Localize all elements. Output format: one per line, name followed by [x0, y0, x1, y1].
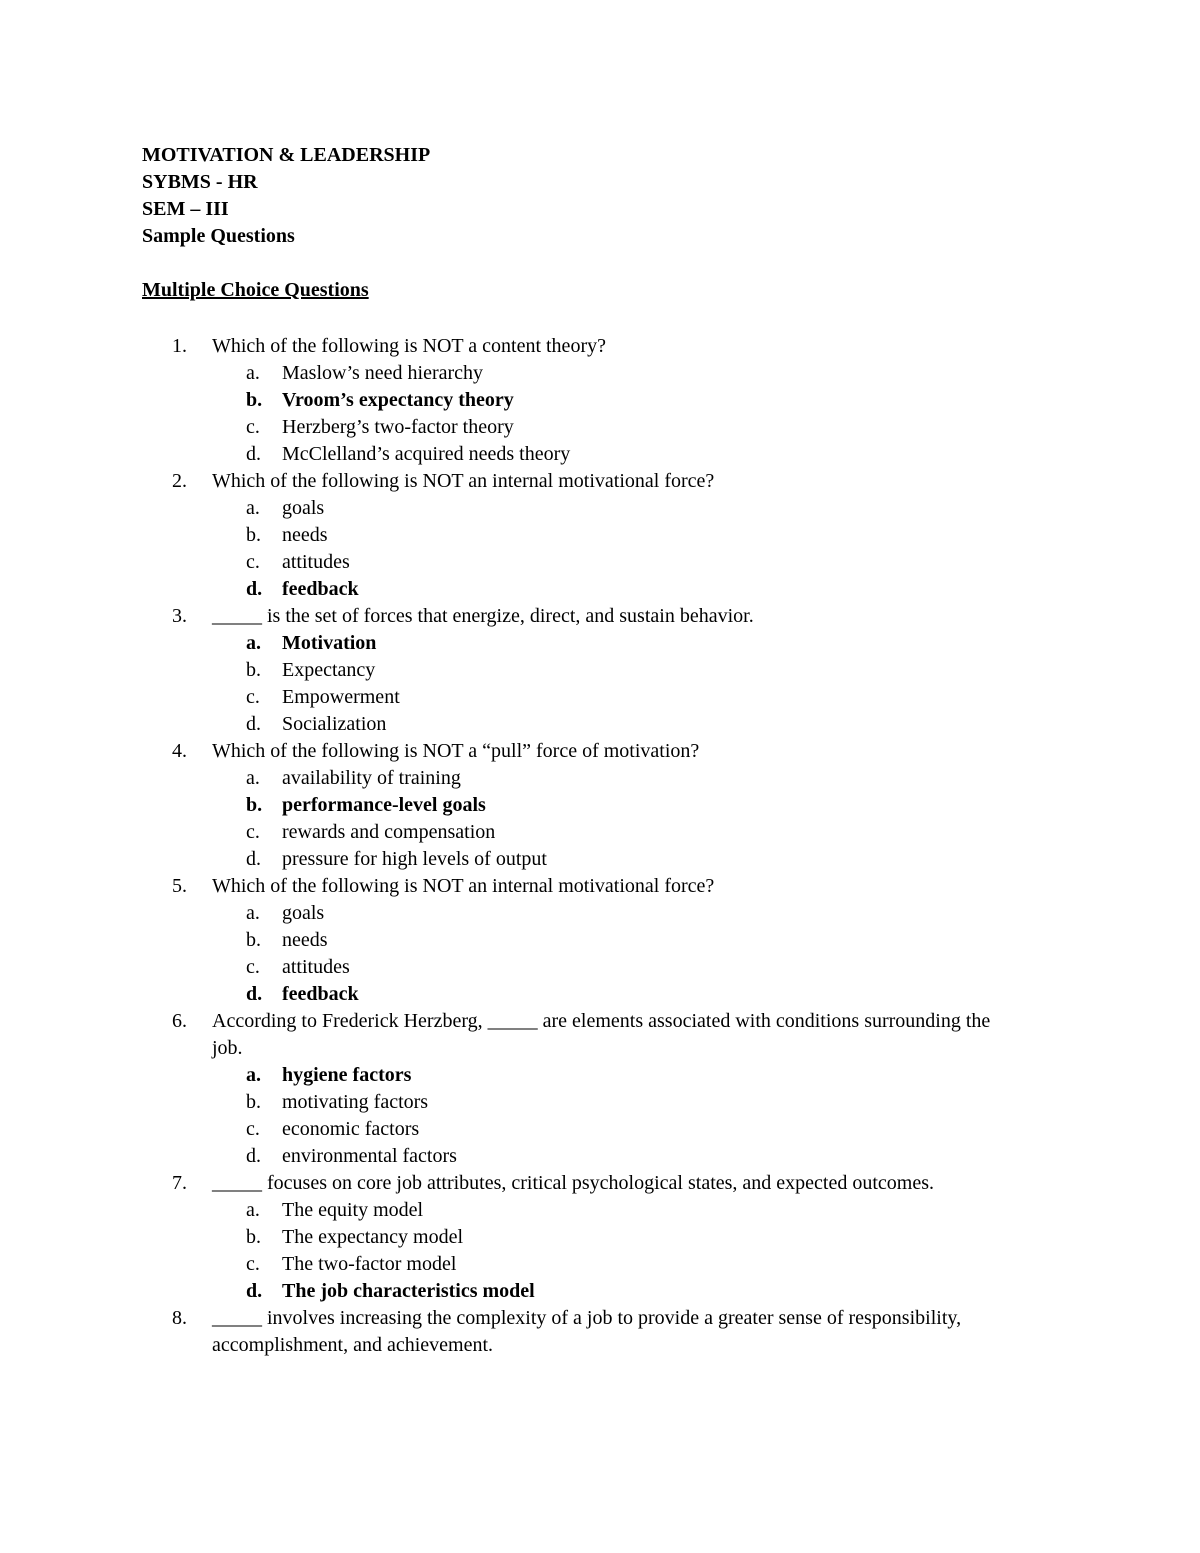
option-text: The equity model	[282, 1199, 424, 1221]
question-text: _____ involves increasing the complexity of a job to provide a greater sense of responsibility, accomplishment, and achievement.	[212, 1307, 962, 1356]
semester-label: SEM – III	[142, 198, 229, 220]
option-letter: a.	[246, 362, 260, 384]
option-letter: b.	[246, 1226, 261, 1248]
section-title: Multiple Choice Questions	[142, 279, 369, 301]
question-text: Which of the following is NOT an internal motivational force?	[212, 875, 715, 897]
option-letter: b.	[246, 1091, 261, 1113]
option-letter: c.	[246, 956, 260, 978]
option-letter: d.	[246, 713, 261, 735]
option-letter: c.	[246, 821, 260, 843]
answer-option-correct	[142, 1062, 1002, 1089]
option-letter: b.	[246, 929, 261, 951]
option-letter: d.	[246, 983, 263, 1005]
answer-option	[142, 900, 1002, 927]
answer-option-correct	[142, 792, 1002, 819]
question-number: 1.	[172, 335, 187, 357]
answer-option	[142, 441, 1002, 468]
option-text: McClelland’s acquired needs theory	[282, 443, 571, 465]
question-number: 8.	[172, 1307, 187, 1329]
option-letter: c.	[246, 1118, 260, 1140]
question-item	[142, 1170, 1002, 1197]
option-text: Herzberg’s two-factor theory	[282, 416, 514, 438]
option-text: goals	[282, 902, 325, 924]
question-item	[142, 468, 1002, 495]
answer-option	[142, 684, 1002, 711]
option-letter: a.	[246, 1064, 261, 1086]
option-text: The two-factor model	[282, 1253, 457, 1275]
answer-option	[142, 1251, 1002, 1278]
program-name: SYBMS - HR	[142, 171, 258, 193]
answer-option	[142, 1224, 1002, 1251]
question-text: _____ focuses on core job attributes, critical psychological states, and expected outcomes.	[212, 1172, 935, 1194]
option-letter: d.	[246, 1145, 261, 1167]
question-number: 5.	[172, 875, 187, 897]
course-title: MOTIVATION & LEADERSHIP	[142, 144, 431, 166]
answer-option	[142, 360, 1002, 387]
option-letter: d.	[246, 1280, 263, 1302]
question-number: 6.	[172, 1010, 187, 1032]
option-letter: a.	[246, 902, 260, 924]
option-text: The job characteristics model	[282, 1280, 535, 1302]
answer-option	[142, 927, 1002, 954]
answer-option	[142, 1116, 1002, 1143]
answer-option	[142, 522, 1002, 549]
option-letter: c.	[246, 686, 260, 708]
answer-option	[142, 414, 1002, 441]
option-letter: b.	[246, 794, 263, 816]
question-number: 4.	[172, 740, 187, 762]
question-item	[142, 738, 1002, 765]
answer-option	[142, 1089, 1002, 1116]
question-text: Which of the following is NOT a “pull” force of motivation?	[212, 740, 700, 762]
option-text: hygiene factors	[282, 1064, 412, 1086]
question-number: 2.	[172, 470, 187, 492]
option-letter: b.	[246, 659, 261, 681]
option-text: Motivation	[282, 632, 377, 654]
option-text: rewards and compensation	[282, 821, 496, 843]
question-item	[142, 873, 1002, 900]
answer-option-correct	[142, 1278, 1002, 1305]
answer-option	[142, 657, 1002, 684]
option-text: economic factors	[282, 1118, 420, 1140]
option-letter: b.	[246, 389, 263, 411]
option-letter: a.	[246, 497, 260, 519]
answer-option	[142, 765, 1002, 792]
option-text: Maslow’s need hierarchy	[282, 362, 484, 384]
option-letter: d.	[246, 578, 263, 600]
option-text: performance-level goals	[282, 794, 486, 816]
option-text: attitudes	[282, 551, 350, 573]
answer-option-correct	[142, 630, 1002, 657]
option-text: needs	[282, 929, 328, 951]
question-text: According to Frederick Herzberg, _____ are elements associated with conditions surrounding the job.	[212, 1010, 991, 1059]
option-letter: c.	[246, 1253, 260, 1275]
option-text: attitudes	[282, 956, 350, 978]
option-text: Empowerment	[282, 686, 400, 708]
option-text: pressure for high levels of output	[282, 848, 547, 870]
answer-option-correct	[142, 576, 1002, 603]
answer-option	[142, 549, 1002, 576]
document-header	[142, 142, 430, 250]
option-letter: d.	[246, 443, 261, 465]
option-text: Expectancy	[282, 659, 376, 681]
question-item	[142, 1305, 1002, 1359]
answer-option	[142, 954, 1002, 981]
question-list	[142, 333, 1002, 1359]
option-text: needs	[282, 524, 328, 546]
answer-option	[142, 1143, 1002, 1170]
option-text: environmental factors	[282, 1145, 457, 1167]
answer-option	[142, 711, 1002, 738]
question-item	[142, 333, 1002, 360]
question-text: Which of the following is NOT an internal motivational force?	[212, 470, 715, 492]
option-text: Socialization	[282, 713, 387, 735]
answer-option	[142, 495, 1002, 522]
document-subtitle: Sample Questions	[142, 225, 295, 247]
answer-option	[142, 819, 1002, 846]
question-number: 7.	[172, 1172, 187, 1194]
option-letter: b.	[246, 524, 261, 546]
option-letter: a.	[246, 767, 260, 789]
question-text: _____ is the set of forces that energize, direct, and sustain behavior.	[212, 605, 754, 627]
option-text: motivating factors	[282, 1091, 429, 1113]
option-text: goals	[282, 497, 325, 519]
question-text: Which of the following is NOT a content theory?	[212, 335, 606, 357]
question-number: 3.	[172, 605, 187, 627]
answer-option	[142, 846, 1002, 873]
option-text: feedback	[282, 983, 359, 1005]
option-text: The expectancy model	[282, 1226, 464, 1248]
option-letter: d.	[246, 848, 261, 870]
question-item	[142, 603, 1002, 630]
option-text: feedback	[282, 578, 359, 600]
option-letter: a.	[246, 632, 261, 654]
option-letter: c.	[246, 416, 260, 438]
answer-option	[142, 1197, 1002, 1224]
option-letter: c.	[246, 551, 260, 573]
option-text: Vroom’s expectancy theory	[282, 389, 514, 411]
option-letter: a.	[246, 1199, 260, 1221]
option-text: availability of training	[282, 767, 461, 789]
question-item	[142, 1008, 1002, 1062]
answer-option-correct	[142, 981, 1002, 1008]
answer-option-correct	[142, 387, 1002, 414]
